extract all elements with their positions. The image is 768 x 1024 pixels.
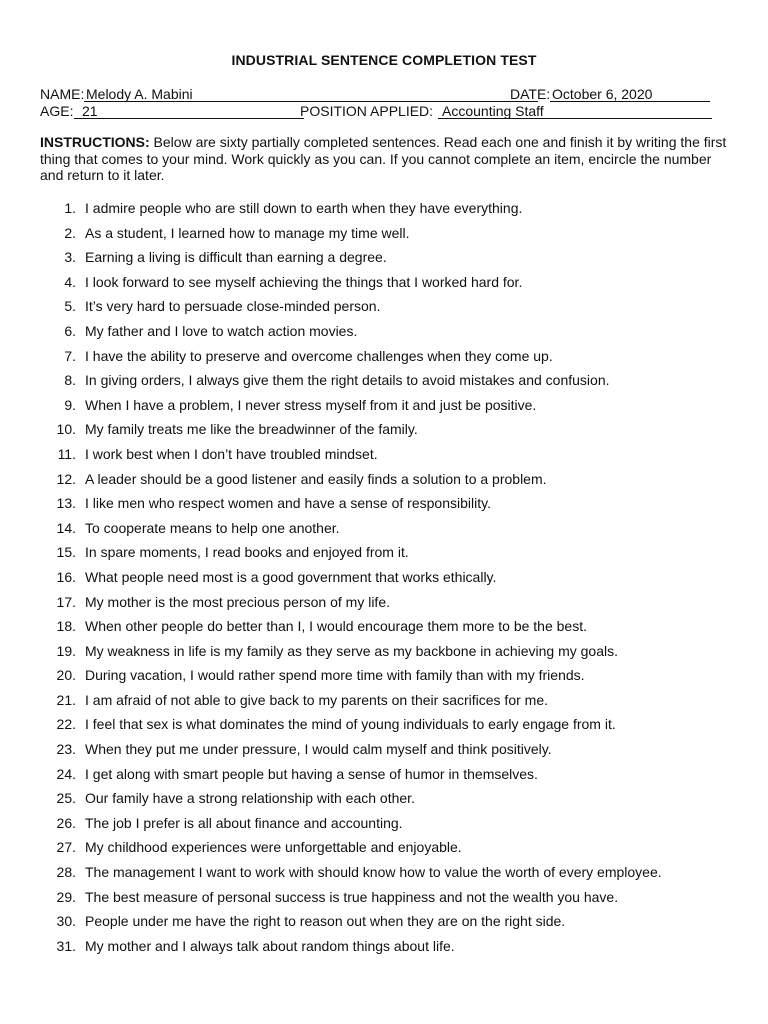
- item-number: 12.: [56, 470, 76, 487]
- item-number: 26.: [56, 814, 76, 831]
- item-sentence: People under me have the right to reason out when they are on the right side.: [85, 913, 566, 930]
- item-number: 10.: [56, 421, 76, 438]
- item-number: 28.: [56, 864, 76, 881]
- name-label: NAME:: [40, 86, 85, 102]
- date-label: DATE:: [510, 86, 551, 102]
- date-value: October 6, 2020: [550, 86, 710, 102]
- item-sentence: I get along with smart people but having a sense of humor in themselves.: [85, 765, 538, 782]
- item-sentence: To cooperate means to help one another.: [85, 519, 340, 536]
- item-sentence: During vacation, I would rather spend more time with family than with my friends.: [85, 667, 585, 684]
- list-item: [0, 543, 768, 568]
- document-title: INDUSTRIAL SENTENCE COMPLETION TEST: [231, 52, 537, 68]
- list-item: [0, 666, 768, 691]
- item-sentence: I work best when I don’t have troubled mindset.: [85, 445, 378, 462]
- item-sentence: When they put me under pressure, I would calm myself and think positively.: [85, 741, 552, 758]
- list-item: [0, 297, 768, 322]
- item-number: 11.: [57, 445, 76, 462]
- item-number: 21.: [56, 691, 76, 708]
- list-item: [0, 838, 768, 863]
- item-number: 19.: [56, 642, 76, 659]
- item-sentence: Earning a living is difficult than earning a degree.: [85, 249, 387, 266]
- item-number: 25.: [56, 790, 76, 807]
- item-sentence: As a student, I learned how to manage my time well.: [85, 224, 410, 241]
- age-label: AGE:: [40, 103, 74, 119]
- item-sentence: The best measure of personal success is true happiness and not the wealth you have.: [85, 888, 619, 905]
- list-item: [0, 199, 768, 224]
- item-sentence: My mother and I always talk about random things about life.: [85, 937, 455, 954]
- list-item: [0, 445, 768, 470]
- item-sentence: My weakness in life is my family as they serve as my backbone in achieving my goals.: [85, 642, 618, 659]
- item-number: 4.: [64, 273, 76, 290]
- item-number: 15.: [56, 544, 76, 561]
- item-number: 17.: [56, 593, 76, 610]
- sentence-list: [0, 199, 768, 961]
- item-number: 16.: [56, 568, 76, 585]
- item-sentence: Our family have a strong relationship with each other.: [85, 790, 415, 807]
- item-sentence: I admire people who are still down to earth when they have everything.: [85, 200, 523, 216]
- list-item: [0, 371, 768, 396]
- item-sentence: My childhood experiences were unforgettable and enjoyable.: [85, 839, 462, 856]
- list-item: [0, 568, 768, 593]
- instructions-text: Below are sixty partially completed sentences. Read each one and finish it by writing the first thing that comes to your mind. Work quickly as you can. If you cannot complete an item, encircle the number and return to it later.: [40, 134, 727, 183]
- item-sentence: What people need most is a good government that works ethically.: [85, 568, 497, 585]
- list-item: [0, 888, 768, 913]
- instructions-label: INSTRUCTIONS:: [40, 134, 150, 150]
- item-number: 1.: [64, 200, 76, 216]
- item-number: 9.: [64, 396, 76, 413]
- list-item: [0, 470, 768, 495]
- list-item: [0, 912, 768, 937]
- item-sentence: I like men who respect women and have a sense of responsibility.: [85, 495, 491, 512]
- list-item: [0, 617, 768, 642]
- item-sentence: My mother is the most precious person of my life.: [85, 593, 390, 610]
- name-date-row: [40, 86, 712, 102]
- item-number: 29.: [56, 888, 76, 905]
- item-number: 24.: [56, 765, 76, 782]
- item-sentence: I am afraid of not able to give back to my parents on their sacrifices for me.: [85, 691, 548, 708]
- list-item: [0, 789, 768, 814]
- age-value: 21: [74, 103, 304, 119]
- item-sentence: In giving orders, I always give them the right details to avoid mistakes and confusion.: [85, 372, 610, 389]
- item-number: 6.: [64, 322, 76, 339]
- list-item: [0, 863, 768, 888]
- item-number: 2.: [64, 224, 76, 241]
- item-number: 14.: [56, 519, 76, 536]
- list-item: [0, 224, 768, 249]
- item-sentence: A leader should be a good listener and easily finds a solution to a problem.: [85, 470, 547, 487]
- list-item: [0, 420, 768, 445]
- item-sentence: My family treats me like the breadwinner of the family.: [85, 421, 418, 438]
- instructions-paragraph: [40, 134, 732, 184]
- item-number: 27.: [56, 839, 76, 856]
- name-value: Melody A. Mabini: [84, 86, 538, 102]
- item-sentence: I look forward to see myself achieving the things that I worked hard for.: [85, 273, 523, 290]
- item-number: 5.: [64, 298, 76, 315]
- list-item: [0, 494, 768, 519]
- list-item: [0, 347, 768, 372]
- item-number: 7.: [64, 347, 76, 364]
- list-item: [0, 765, 768, 790]
- list-item: [0, 937, 768, 962]
- list-item: [0, 273, 768, 298]
- item-number: 18.: [56, 618, 76, 635]
- item-number: 22.: [56, 716, 76, 733]
- item-sentence: My father and I love to watch action movies.: [85, 322, 358, 339]
- item-number: 8.: [64, 372, 76, 389]
- item-sentence: It’s very hard to persuade close-minded person.: [85, 298, 381, 315]
- list-item: [0, 814, 768, 839]
- item-sentence: In spare moments, I read books and enjoyed from it.: [85, 544, 409, 561]
- list-item: [0, 740, 768, 765]
- list-item: [0, 396, 768, 421]
- item-sentence: The job I prefer is all about finance and accounting.: [85, 814, 403, 831]
- item-number: 23.: [56, 741, 76, 758]
- item-sentence: When other people do better than I, I would encourage them more to be the best.: [85, 618, 587, 635]
- list-item: [0, 593, 768, 618]
- item-number: 31.: [56, 937, 76, 954]
- list-item: [0, 691, 768, 716]
- position-value: Accounting Staff: [438, 103, 712, 119]
- item-sentence: I have the ability to preserve and overcome challenges when they come up.: [85, 347, 553, 364]
- item-sentence: I feel that sex is what dominates the mind of young individuals to early engage from it.: [85, 716, 616, 733]
- item-number: 30.: [56, 913, 76, 930]
- item-sentence: When I have a problem, I never stress myself from it and just be positive.: [85, 396, 537, 413]
- list-item: [0, 519, 768, 544]
- list-item: [0, 715, 768, 740]
- position-label: POSITION APPLIED:: [300, 103, 434, 119]
- age-position-row: [40, 103, 712, 119]
- item-sentence: The management I want to work with should know how to value the worth of every employee.: [85, 864, 662, 881]
- item-number: 20.: [56, 667, 76, 684]
- item-number: 13.: [56, 495, 76, 512]
- list-item: [0, 322, 768, 347]
- item-number: 3.: [64, 249, 76, 266]
- list-item: [0, 248, 768, 273]
- list-item: [0, 642, 768, 667]
